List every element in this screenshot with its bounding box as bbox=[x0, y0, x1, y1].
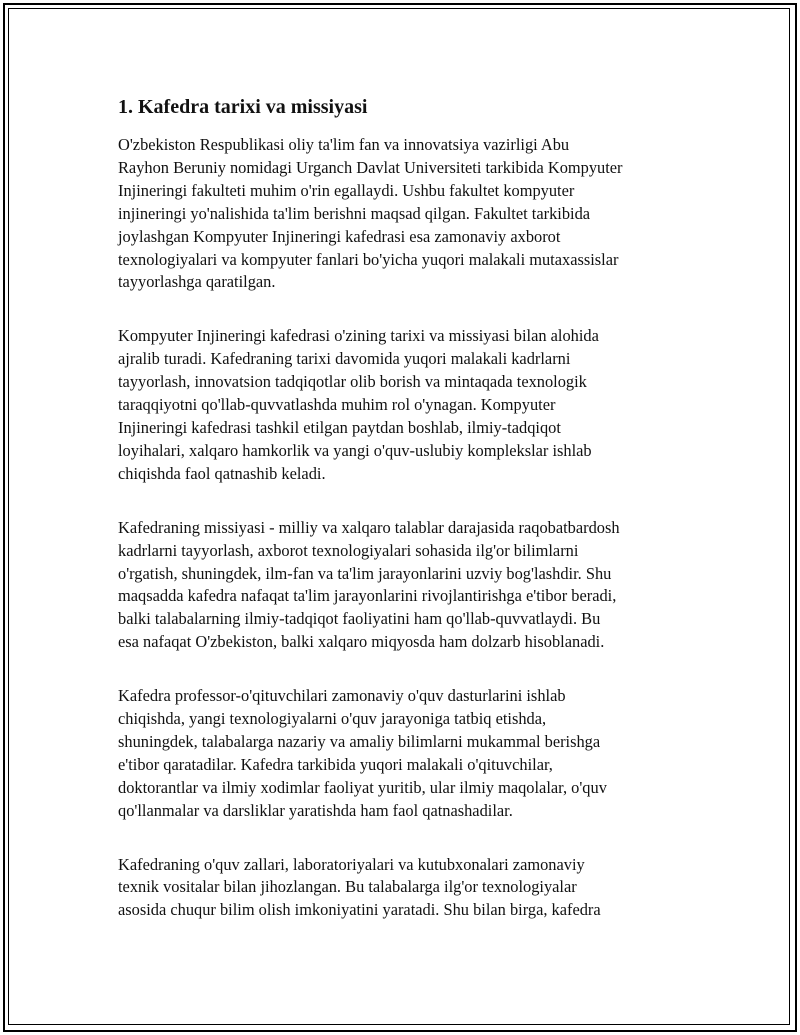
text-line: texnologiyalari va kompyuter fanlari bo'yicha yuqori malakali mutaxassislar bbox=[118, 249, 619, 269]
text-line: e'tibor qaratadilar. Kafedra tarkibida yuqori malakali o'qituvchilar, bbox=[118, 754, 553, 774]
text-line: taraqqiyotni qo'llab-quvvatlashda muhim rol o'ynagan. Kompyuter bbox=[118, 395, 556, 415]
text-line: chiqishda, yangi texnologiyalarni o'quv jarayoniga tatbiq etishda, bbox=[118, 709, 547, 729]
text-line: esa nafaqat O'zbekiston, balki xalqaro miqyosda ham dolzarb hisoblanadi. bbox=[118, 632, 605, 652]
text-line: doktorantlar va ilmiy xodimlar faoliyat yuritib, ular ilmiy maqolalar, o'quv bbox=[118, 777, 607, 797]
text-line: o'rgatish, shuningdek, ilm-fan va ta'lim jarayonlarini uzviy bog'lashdir. Shu bbox=[118, 563, 612, 583]
text-line: qo'llanmalar va darsliklar yaratishda ham faol qatnashadilar. bbox=[118, 800, 513, 820]
document-page bbox=[118, 94, 700, 953]
text-line: shuningdek, talabalarga nazariy va amaliy bilimlarni mukammal berishga bbox=[118, 731, 601, 751]
text-line: Kafedraning o'quv zallari, laboratoriyalari va kutubxonalari zamonaviy bbox=[118, 854, 585, 874]
text-line: Rayhon Beruniy nomidagi Urganch Davlat Universiteti tarkibida Kompyuter bbox=[118, 157, 623, 177]
text-line: chiqishda faol qatnashib keladi. bbox=[118, 463, 326, 483]
text-line: Kafedraning missiyasi - milliy va xalqaro talablar darajasida raqobatbardosh bbox=[118, 517, 620, 537]
paragraph-2 bbox=[118, 325, 700, 485]
text-line: balki talabalarning ilmiy-tadqiqot faoliyatini ham qo'llab-quvvatlaydi. Bu bbox=[118, 609, 601, 629]
text-line: loyihalari, xalqaro hamkorlik va yangi o'quv-uslubiy komplekslar ishlab bbox=[118, 440, 592, 460]
text-line: tayyorlashga qaratilgan. bbox=[118, 272, 276, 292]
text-line: texnik vositalar bilan jihozlangan. Bu talabalarga ilg'or texnologiyalar bbox=[118, 877, 577, 897]
paragraph-3 bbox=[118, 517, 700, 654]
paragraph-1 bbox=[118, 134, 700, 294]
section-heading: 1. Kafedra tarixi va missiyasi bbox=[118, 96, 368, 118]
paragraph-5 bbox=[118, 854, 700, 923]
text-line: Injineringi kafedrasi tashkil etilgan paytdan boshlab, ilmiy-tadqiqot bbox=[118, 417, 561, 437]
text-line: kadrlarni tayyorlash, axborot texnologiyalari sohasida ilg'or bilimlarni bbox=[118, 540, 579, 560]
text-line: tayyorlash, innovatsion tadqiqotlar olib borish va mintaqada texnologik bbox=[118, 372, 587, 392]
text-line: joylashgan Kompyuter Injineringi kafedrasi esa zamonaviy axborot bbox=[118, 226, 561, 246]
text-line: Kompyuter Injineringi kafedrasi o'zining tarixi va missiyasi bilan alohida bbox=[118, 326, 599, 346]
paragraph-4 bbox=[118, 685, 700, 822]
text-line: Kafedra professor-o'qituvchilari zamonaviy o'quv dasturlarini ishlab bbox=[118, 686, 566, 706]
text-line: ajralib turadi. Kafedraning tarixi davomida yuqori malakali kadrlarni bbox=[118, 349, 571, 369]
text-line: maqsadda kafedra nafaqat ta'lim jarayonlarini rivojlantirishga e'tibor beradi, bbox=[118, 586, 617, 606]
text-line: asosida chuqur bilim olish imkoniyatini yaratadi. Shu bilan birga, kafedra bbox=[118, 900, 601, 920]
text-line: O'zbekiston Respublikasi oliy ta'lim fan va innovatsiya vazirligi Abu bbox=[118, 135, 570, 154]
text-line: injineringi yo'nalishida ta'lim berishni maqsad qilgan. Fakultet tarkibida bbox=[118, 203, 591, 223]
text-line: Injineringi fakulteti muhim o'rin egallaydi. Ushbu fakultet kompyuter bbox=[118, 180, 575, 200]
